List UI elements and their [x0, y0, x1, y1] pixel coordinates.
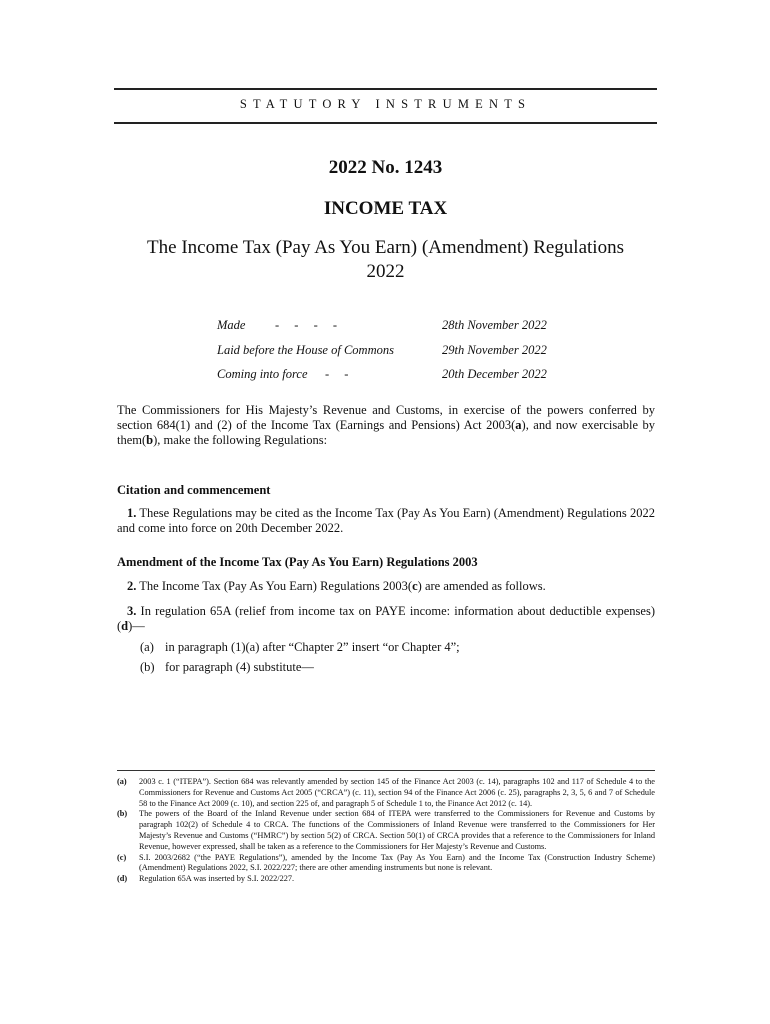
dash-leader: - -	[325, 367, 349, 381]
footnote-label: (c)	[117, 852, 127, 862]
preamble-text: ), make the following Regulations:	[153, 433, 328, 447]
preamble-text: The Commissioners for His Majesty’s Revenue and Customs, in exercise of the powers conferred by section 684(1) and (2) of the Income Tax (Earnings and Pensions) Act 2003(	[117, 403, 655, 432]
sub-item-b	[140, 660, 314, 675]
preamble	[117, 403, 655, 448]
date-label: Coming into force	[217, 367, 308, 381]
footnote-rule	[117, 770, 655, 771]
regulation-text: The Income Tax (Pay As You Earn) Regulations 2003(	[136, 579, 413, 593]
regulation-number: 1.	[127, 506, 137, 520]
subject-heading: INCOME TAX	[323, 198, 448, 219]
footnote-ref-b[interactable]: b	[146, 433, 154, 447]
date-value: 29th November 2022	[442, 342, 547, 357]
regulation-number: 3.	[127, 604, 137, 618]
regulation-1	[117, 506, 655, 536]
date-label: Laid before the House of Commons	[217, 342, 394, 357]
title-line-1: The Income Tax (Pay As You Earn) (Amendment) Regulations	[147, 237, 624, 258]
preamble-text: ), and now exercisable by them(	[117, 418, 656, 447]
footnote-ref-a[interactable]: a	[515, 418, 522, 432]
sub-item-label: (a)	[140, 640, 154, 654]
footnote-text: 2003 c. 1 (“ITEPA”). Section 684 was relevantly amended by section 145 of the Finance Act 2003 (c. 14), paragraphs 102 and 117 of Schedule 4 to the Commissioners for Revenue and Customs Act 2005 (“CRCA”) (c. 11), section 94 of the Finance Act 2006 (c. 25), paragraphs 2, 3, 5, 6 and 7 of Schedule 58 to the Finance Act 2009 (c. 10), and section 225 of, and paragraph 5 of Schedule 1 to, the Finance Act 2012 (c. 14).	[139, 777, 655, 808]
regulation-3	[117, 604, 655, 634]
sub-item-text: for paragraph (4) substitute—	[165, 660, 314, 674]
footnote-ref-c[interactable]: c	[412, 579, 418, 593]
citation-heading: Citation and commencement	[117, 483, 271, 497]
footnote-ref-d[interactable]: d	[121, 619, 129, 633]
sub-item-label: (b)	[140, 660, 155, 674]
regulation-text: ) are amended as follows.	[417, 579, 546, 593]
footnote-label: (b)	[117, 809, 128, 819]
date-value: 28th November 2022	[442, 318, 547, 332]
footnote-a	[117, 777, 655, 809]
date-value: 20th December 2022	[442, 367, 547, 381]
title-line-2: 2022	[366, 261, 405, 282]
footnote-label: (a)	[117, 777, 127, 786]
series-rule	[114, 122, 657, 124]
footnote-text: The powers of the Board of the Inland Revenue under section 684 of ITEPA were transferred to the Commissioners for Revenue and Customs by paragraph 102(2) of Schedule 4 to CRCA. The functions of the Commissioners of Inland Revenue were transferred to the Commissioners for Her Majesty’s Revenue and Customs (“HMRC”) by section 5(2) of CRCA. Section 50(1) of CRCA provides that a reference to the Commissioners for Inland Revenue, however expressed, shall be taken as a reference to the Commissioners for Her Majesty’s Revenue and Customs.	[139, 809, 655, 851]
series-heading: STATUTORY INSTRUMENTS	[239, 97, 532, 111]
footnotes	[117, 777, 655, 885]
sub-item-a	[140, 640, 460, 655]
regulation-text: )—	[128, 619, 145, 633]
top-rule	[114, 88, 657, 90]
footnote-label: (d)	[117, 874, 128, 884]
footnote-text: S.I. 2003/2682 (“the PAYE Regulations”), amended by the Income Tax (Pay As You Earn) and the Income Tax (Construction Industry Scheme) (Amendment) Regulations 2022, S.I. 2022/227; there are other amending instruments but none is relevant.	[139, 852, 655, 873]
instrument-number: 2022 No. 1243	[328, 157, 443, 178]
footnote-text: Regulation 65A was inserted by S.I. 2022/227.	[139, 874, 295, 884]
footnote-c	[117, 853, 655, 875]
dash-leader: - - - -	[275, 318, 338, 332]
instrument-title	[114, 236, 657, 284]
regulation-text: These Regulations may be cited as the Income Tax (Pay As You Earn) (Amendment) Regulations 2022 and come into force on 20th December 2022.	[117, 506, 655, 535]
regulation-number: 2.	[127, 579, 137, 593]
date-label: Made	[217, 318, 246, 332]
regulation-text: In regulation 65A (relief from income tax on PAYE income: information about deductible expenses)(	[117, 604, 655, 633]
sub-item-text: in paragraph (1)(a) after “Chapter 2” insert “or Chapter 4”;	[165, 640, 460, 654]
footnote-b	[117, 809, 655, 852]
amendment-heading: Amendment of the Income Tax (Pay As You Earn) Regulations 2003	[117, 555, 478, 569]
footnote-d	[117, 874, 655, 885]
regulation-2	[117, 579, 655, 594]
